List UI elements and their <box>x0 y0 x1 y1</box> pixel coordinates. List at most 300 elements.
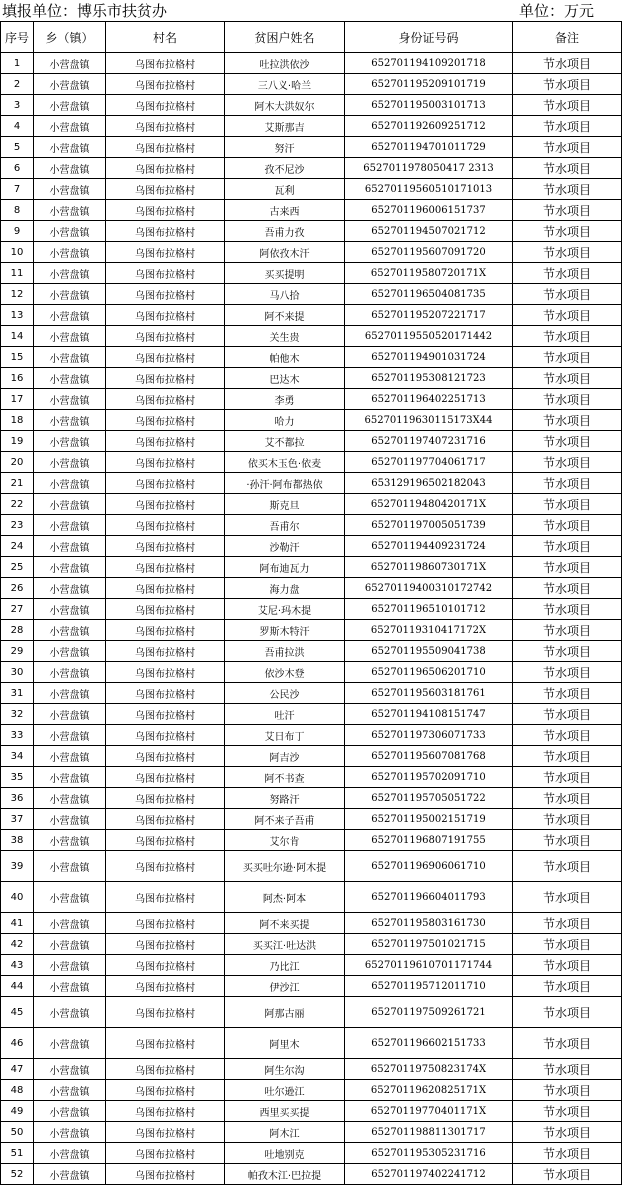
row-seq: 17 <box>1 389 34 410</box>
row-township: 小营盘镇 <box>34 1122 106 1143</box>
table-row <box>1 242 622 263</box>
row-village: 乌图布拉格村 <box>106 767 225 788</box>
row-name: 李勇 <box>225 389 345 410</box>
row-name: 依沙木登 <box>225 662 345 683</box>
row-id-number: 652701197407231716 <box>345 431 513 452</box>
row-village: 乌图布拉格村 <box>106 882 225 913</box>
row-remark: 节水项目 <box>513 95 622 116</box>
table-row <box>1 557 622 578</box>
col-header-id-number: 身份证号码 <box>345 22 513 53</box>
row-seq: 1 <box>1 53 34 74</box>
table-row <box>1 788 622 809</box>
row-village: 乌图布拉格村 <box>106 389 225 410</box>
row-village: 乌图布拉格村 <box>106 95 225 116</box>
table-row <box>1 326 622 347</box>
table-row <box>1 976 622 997</box>
row-name: 买买吐尔逊·阿木提 <box>225 851 345 882</box>
row-id-number: 65270119400310172742 <box>345 578 513 599</box>
row-id-number: 652701195207221717 <box>345 305 513 326</box>
row-remark: 节水项目 <box>513 200 622 221</box>
row-seq: 3 <box>1 95 34 116</box>
row-village: 乌图布拉格村 <box>106 284 225 305</box>
row-id-number: 6527011978050417 2313 <box>345 158 513 179</box>
row-id-number: 652701197306071733 <box>345 725 513 746</box>
row-id-number: 652701195803161730 <box>345 913 513 934</box>
table-row <box>1 683 622 704</box>
row-village: 乌图布拉格村 <box>106 473 225 494</box>
row-township: 小营盘镇 <box>34 410 106 431</box>
row-township: 小营盘镇 <box>34 788 106 809</box>
row-id-number: 652701195705051722 <box>345 788 513 809</box>
row-village: 乌图布拉格村 <box>106 221 225 242</box>
row-name: 阿杰·阿本 <box>225 882 345 913</box>
row-seq: 8 <box>1 200 34 221</box>
row-remark: 节水项目 <box>513 997 622 1028</box>
row-remark: 节水项目 <box>513 882 622 913</box>
row-id-number: 652701197005051739 <box>345 515 513 536</box>
row-name: 帕孜木江·巴拉提 <box>225 1164 345 1185</box>
row-seq: 45 <box>1 997 34 1028</box>
row-name: 吾甫尔 <box>225 515 345 536</box>
table-row <box>1 53 622 74</box>
row-name: 吐尔逊江 <box>225 1080 345 1101</box>
row-village: 乌图布拉格村 <box>106 913 225 934</box>
row-seq: 15 <box>1 347 34 368</box>
row-township: 小营盘镇 <box>34 452 106 473</box>
row-seq: 5 <box>1 137 34 158</box>
table-row <box>1 473 622 494</box>
row-seq: 29 <box>1 641 34 662</box>
row-id-number: 652701196504081735 <box>345 284 513 305</box>
row-township: 小营盘镇 <box>34 1028 106 1059</box>
row-id-number: 652701194701011729 <box>345 137 513 158</box>
row-name: 关生贵 <box>225 326 345 347</box>
row-name: 吐汗 <box>225 704 345 725</box>
row-remark: 节水项目 <box>513 1164 622 1185</box>
row-name: 古来西 <box>225 200 345 221</box>
row-seq: 37 <box>1 809 34 830</box>
row-seq: 7 <box>1 179 34 200</box>
row-village: 乌图布拉格村 <box>106 431 225 452</box>
table-row <box>1 515 622 536</box>
row-id-number: 652701196402251713 <box>345 389 513 410</box>
row-township: 小营盘镇 <box>34 851 106 882</box>
row-name: 艾斯那吉 <box>225 116 345 137</box>
table-row <box>1 767 622 788</box>
row-remark: 节水项目 <box>513 934 622 955</box>
row-township: 小营盘镇 <box>34 200 106 221</box>
row-name: 哈力 <box>225 410 345 431</box>
row-township: 小营盘镇 <box>34 389 106 410</box>
row-village: 乌图布拉格村 <box>106 263 225 284</box>
row-village: 乌图布拉格村 <box>106 1080 225 1101</box>
col-header-name: 贫困户姓名 <box>225 22 345 53</box>
row-township: 小营盘镇 <box>34 1080 106 1101</box>
row-id-number: 652701194901031724 <box>345 347 513 368</box>
row-id-number: 652701197509261721 <box>345 997 513 1028</box>
table-row <box>1 746 622 767</box>
row-name: 阿木大洪奴尔 <box>225 95 345 116</box>
row-seq: 43 <box>1 955 34 976</box>
row-remark: 节水项目 <box>513 1080 622 1101</box>
row-village: 乌图布拉格村 <box>106 1028 225 1059</box>
table-row <box>1 452 622 473</box>
row-seq: 9 <box>1 221 34 242</box>
row-remark: 节水项目 <box>513 368 622 389</box>
row-village: 乌图布拉格村 <box>106 1101 225 1122</box>
row-village: 乌图布拉格村 <box>106 305 225 326</box>
table-row <box>1 1028 622 1059</box>
table-row <box>1 158 622 179</box>
row-name: 伊沙江 <box>225 976 345 997</box>
row-name: 沙勒汗 <box>225 536 345 557</box>
col-header-township: 乡（镇） <box>34 22 106 53</box>
row-seq: 14 <box>1 326 34 347</box>
row-township: 小营盘镇 <box>34 683 106 704</box>
row-id-number: 652701196506201710 <box>345 662 513 683</box>
row-name: 孜不尼沙 <box>225 158 345 179</box>
row-village: 乌图布拉格村 <box>106 830 225 851</box>
row-id-number: 65270119620825171X <box>345 1080 513 1101</box>
row-name: 买买提明 <box>225 263 345 284</box>
row-township: 小营盘镇 <box>34 137 106 158</box>
row-remark: 节水项目 <box>513 725 622 746</box>
row-village: 乌图布拉格村 <box>106 494 225 515</box>
row-seq: 10 <box>1 242 34 263</box>
row-seq: 12 <box>1 284 34 305</box>
row-village: 乌图布拉格村 <box>106 557 225 578</box>
row-village: 乌图布拉格村 <box>106 536 225 557</box>
row-id-number: 652701197402241712 <box>345 1164 513 1185</box>
row-seq: 31 <box>1 683 34 704</box>
row-name: 买买江·吐达洪 <box>225 934 345 955</box>
row-village: 乌图布拉格村 <box>106 1143 225 1164</box>
row-township: 小营盘镇 <box>34 116 106 137</box>
row-village: 乌图布拉格村 <box>106 116 225 137</box>
row-township: 小营盘镇 <box>34 704 106 725</box>
row-village: 乌图布拉格村 <box>106 137 225 158</box>
row-name: 依买木玉色·依麦 <box>225 452 345 473</box>
row-id-number: 652701195305231716 <box>345 1143 513 1164</box>
row-township: 小营盘镇 <box>34 578 106 599</box>
row-remark: 节水项目 <box>513 1059 622 1080</box>
row-remark: 节水项目 <box>513 263 622 284</box>
row-village: 乌图布拉格村 <box>106 179 225 200</box>
row-id-number: 652701196006151737 <box>345 200 513 221</box>
table-row <box>1 1143 622 1164</box>
row-remark: 节水项目 <box>513 347 622 368</box>
row-seq: 47 <box>1 1059 34 1080</box>
row-township: 小营盘镇 <box>34 1059 106 1080</box>
row-remark: 节水项目 <box>513 1101 622 1122</box>
row-id-number: 652701198811301717 <box>345 1122 513 1143</box>
row-seq: 26 <box>1 578 34 599</box>
row-seq: 33 <box>1 725 34 746</box>
table-row <box>1 305 622 326</box>
table-row <box>1 284 622 305</box>
row-remark: 节水项目 <box>513 955 622 976</box>
row-id-number: 65270119310417172X <box>345 620 513 641</box>
row-id-number: 652701195607081768 <box>345 746 513 767</box>
row-name: 三八义·哈兰 <box>225 74 345 95</box>
table-row <box>1 578 622 599</box>
row-village: 乌图布拉格村 <box>106 410 225 431</box>
row-name: 阿生尔沟 <box>225 1059 345 1080</box>
filing-unit: 填报单位：博乐市扶贫办 <box>2 2 168 20</box>
row-remark: 节水项目 <box>513 767 622 788</box>
row-remark: 节水项目 <box>513 431 622 452</box>
row-township: 小营盘镇 <box>34 882 106 913</box>
row-id-number: 652701196807191755 <box>345 830 513 851</box>
row-township: 小营盘镇 <box>34 557 106 578</box>
row-village: 乌图布拉格村 <box>106 976 225 997</box>
row-id-number: 65270119750823174X <box>345 1059 513 1080</box>
row-remark: 节水项目 <box>513 494 622 515</box>
table-row <box>1 662 622 683</box>
row-seq: 41 <box>1 913 34 934</box>
table-row <box>1 599 622 620</box>
row-remark: 节水项目 <box>513 515 622 536</box>
row-village: 乌图布拉格村 <box>106 242 225 263</box>
row-id-number: 652701196906061710 <box>345 851 513 882</box>
row-township: 小营盘镇 <box>34 1101 106 1122</box>
row-name: 西里买买提 <box>225 1101 345 1122</box>
row-name: 瓦利 <box>225 179 345 200</box>
row-village: 乌图布拉格村 <box>106 1122 225 1143</box>
row-village: 乌图布拉格村 <box>106 578 225 599</box>
table-row <box>1 536 622 557</box>
row-village: 乌图布拉格村 <box>106 746 225 767</box>
row-village: 乌图布拉格村 <box>106 599 225 620</box>
row-id-number: 652701197501021715 <box>345 934 513 955</box>
table-row <box>1 851 622 882</box>
row-name: 阿不书查 <box>225 767 345 788</box>
row-seq: 24 <box>1 536 34 557</box>
row-id-number: 65270119560510171013 <box>345 179 513 200</box>
row-seq: 40 <box>1 882 34 913</box>
table-row <box>1 221 622 242</box>
row-name: ·孙汗·阿布都热依 <box>225 473 345 494</box>
row-township: 小营盘镇 <box>34 515 106 536</box>
currency-unit: 单位：万元 <box>518 2 594 20</box>
table-row <box>1 809 622 830</box>
row-township: 小营盘镇 <box>34 955 106 976</box>
row-remark: 节水项目 <box>513 473 622 494</box>
row-township: 小营盘镇 <box>34 53 106 74</box>
row-name: 吐地别克 <box>225 1143 345 1164</box>
row-village: 乌图布拉格村 <box>106 955 225 976</box>
row-remark: 节水项目 <box>513 74 622 95</box>
row-name: 阿依孜木汗 <box>225 242 345 263</box>
table-row <box>1 1059 622 1080</box>
row-township: 小营盘镇 <box>34 95 106 116</box>
row-seq: 50 <box>1 1122 34 1143</box>
row-village: 乌图布拉格村 <box>106 326 225 347</box>
row-seq: 19 <box>1 431 34 452</box>
row-name: 巴达木 <box>225 368 345 389</box>
row-seq: 22 <box>1 494 34 515</box>
row-township: 小营盘镇 <box>34 1164 106 1185</box>
col-header-village: 村名 <box>106 22 225 53</box>
row-township: 小营盘镇 <box>34 809 106 830</box>
row-name: 阿木江 <box>225 1122 345 1143</box>
row-seq: 6 <box>1 158 34 179</box>
row-township: 小营盘镇 <box>34 284 106 305</box>
row-id-number: 652701194409231724 <box>345 536 513 557</box>
row-seq: 18 <box>1 410 34 431</box>
row-seq: 32 <box>1 704 34 725</box>
row-seq: 27 <box>1 599 34 620</box>
row-village: 乌图布拉格村 <box>106 1164 225 1185</box>
table-row <box>1 913 622 934</box>
row-remark: 节水项目 <box>513 158 622 179</box>
row-township: 小营盘镇 <box>34 536 106 557</box>
row-seq: 52 <box>1 1164 34 1185</box>
row-village: 乌图布拉格村 <box>106 53 225 74</box>
row-seq: 48 <box>1 1080 34 1101</box>
row-village: 乌图布拉格村 <box>106 809 225 830</box>
row-village: 乌图布拉格村 <box>106 788 225 809</box>
row-village: 乌图布拉格村 <box>106 347 225 368</box>
row-remark: 节水项目 <box>513 53 622 74</box>
row-name: 斯克旦 <box>225 494 345 515</box>
row-township: 小营盘镇 <box>34 913 106 934</box>
row-village: 乌图布拉格村 <box>106 452 225 473</box>
row-seq: 51 <box>1 1143 34 1164</box>
row-remark: 节水项目 <box>513 746 622 767</box>
row-name: 努路汗 <box>225 788 345 809</box>
row-village: 乌图布拉格村 <box>106 851 225 882</box>
row-township: 小营盘镇 <box>34 326 106 347</box>
row-seq: 2 <box>1 74 34 95</box>
table-row <box>1 389 622 410</box>
row-township: 小营盘镇 <box>34 997 106 1028</box>
row-id-number: 652701195509041738 <box>345 641 513 662</box>
row-name: 艾尼·玛木提 <box>225 599 345 620</box>
row-township: 小营盘镇 <box>34 662 106 683</box>
row-name: 罗斯木特汗 <box>225 620 345 641</box>
row-remark: 节水项目 <box>513 851 622 882</box>
row-seq: 30 <box>1 662 34 683</box>
row-id-number: 652701194507021712 <box>345 221 513 242</box>
table-row <box>1 997 622 1028</box>
table-row <box>1 263 622 284</box>
row-remark: 节水项目 <box>513 683 622 704</box>
row-remark: 节水项目 <box>513 662 622 683</box>
row-township: 小营盘镇 <box>34 725 106 746</box>
row-village: 乌图布拉格村 <box>106 704 225 725</box>
row-name: 马八拾 <box>225 284 345 305</box>
table-row <box>1 494 622 515</box>
row-township: 小营盘镇 <box>34 263 106 284</box>
row-remark: 节水项目 <box>513 536 622 557</box>
row-township: 小营盘镇 <box>34 221 106 242</box>
row-seq: 38 <box>1 830 34 851</box>
row-township: 小营盘镇 <box>34 934 106 955</box>
table-row <box>1 1164 622 1185</box>
row-id-number: 652701196604011793 <box>345 882 513 913</box>
row-township: 小营盘镇 <box>34 620 106 641</box>
row-id-number: 652701196510101712 <box>345 599 513 620</box>
row-name: 乃比江 <box>225 955 345 976</box>
row-name: 阿不来买提 <box>225 913 345 934</box>
row-village: 乌图布拉格村 <box>106 515 225 536</box>
row-id-number: 652701196602151733 <box>345 1028 513 1059</box>
row-remark: 节水项目 <box>513 1143 622 1164</box>
row-seq: 42 <box>1 934 34 955</box>
row-name: 阿布迪瓦力 <box>225 557 345 578</box>
table-row <box>1 116 622 137</box>
table-row <box>1 137 622 158</box>
row-village: 乌图布拉格村 <box>106 158 225 179</box>
row-id-number: 65270119580720171X <box>345 263 513 284</box>
row-id-number: 652701195308121723 <box>345 368 513 389</box>
col-header-seq: 序号 <box>1 22 34 53</box>
row-seq: 39 <box>1 851 34 882</box>
row-name: 艾尔肯 <box>225 830 345 851</box>
row-name: 艾日布丁 <box>225 725 345 746</box>
row-township: 小营盘镇 <box>34 179 106 200</box>
row-seq: 34 <box>1 746 34 767</box>
row-id-number: 652701195003101713 <box>345 95 513 116</box>
row-seq: 16 <box>1 368 34 389</box>
table-row <box>1 620 622 641</box>
row-id-number: 652701194108151747 <box>345 704 513 725</box>
row-seq: 20 <box>1 452 34 473</box>
row-remark: 节水项目 <box>513 452 622 473</box>
table-row <box>1 179 622 200</box>
row-seq: 36 <box>1 788 34 809</box>
row-id-number: 652701195603181761 <box>345 683 513 704</box>
row-seq: 21 <box>1 473 34 494</box>
row-name: 吾甫拉洪 <box>225 641 345 662</box>
row-seq: 46 <box>1 1028 34 1059</box>
row-name: 阿那古丽 <box>225 997 345 1028</box>
row-remark: 节水项目 <box>513 809 622 830</box>
row-remark: 节水项目 <box>513 704 622 725</box>
table-row <box>1 704 622 725</box>
row-township: 小营盘镇 <box>34 158 106 179</box>
row-id-number: 652701197704061717 <box>345 452 513 473</box>
row-remark: 节水项目 <box>513 284 622 305</box>
row-seq: 28 <box>1 620 34 641</box>
row-remark: 节水项目 <box>513 788 622 809</box>
row-id-number: 652701195209101719 <box>345 74 513 95</box>
row-remark: 节水项目 <box>513 410 622 431</box>
row-seq: 49 <box>1 1101 34 1122</box>
table-row <box>1 934 622 955</box>
row-seq: 13 <box>1 305 34 326</box>
row-village: 乌图布拉格村 <box>106 1059 225 1080</box>
row-remark: 节水项目 <box>513 179 622 200</box>
row-name: 阿不来子吾甫 <box>225 809 345 830</box>
row-remark: 节水项目 <box>513 1028 622 1059</box>
row-township: 小营盘镇 <box>34 368 106 389</box>
row-remark: 节水项目 <box>513 830 622 851</box>
row-name: 阿里木 <box>225 1028 345 1059</box>
row-id-number: 652701195002151719 <box>345 809 513 830</box>
row-village: 乌图布拉格村 <box>106 934 225 955</box>
row-village: 乌图布拉格村 <box>106 997 225 1028</box>
row-remark: 节水项目 <box>513 557 622 578</box>
row-name: 阿吉沙 <box>225 746 345 767</box>
row-township: 小营盘镇 <box>34 473 106 494</box>
row-remark: 节水项目 <box>513 620 622 641</box>
row-name: 帕他木 <box>225 347 345 368</box>
table-row <box>1 641 622 662</box>
table-row <box>1 1080 622 1101</box>
row-township: 小营盘镇 <box>34 74 106 95</box>
